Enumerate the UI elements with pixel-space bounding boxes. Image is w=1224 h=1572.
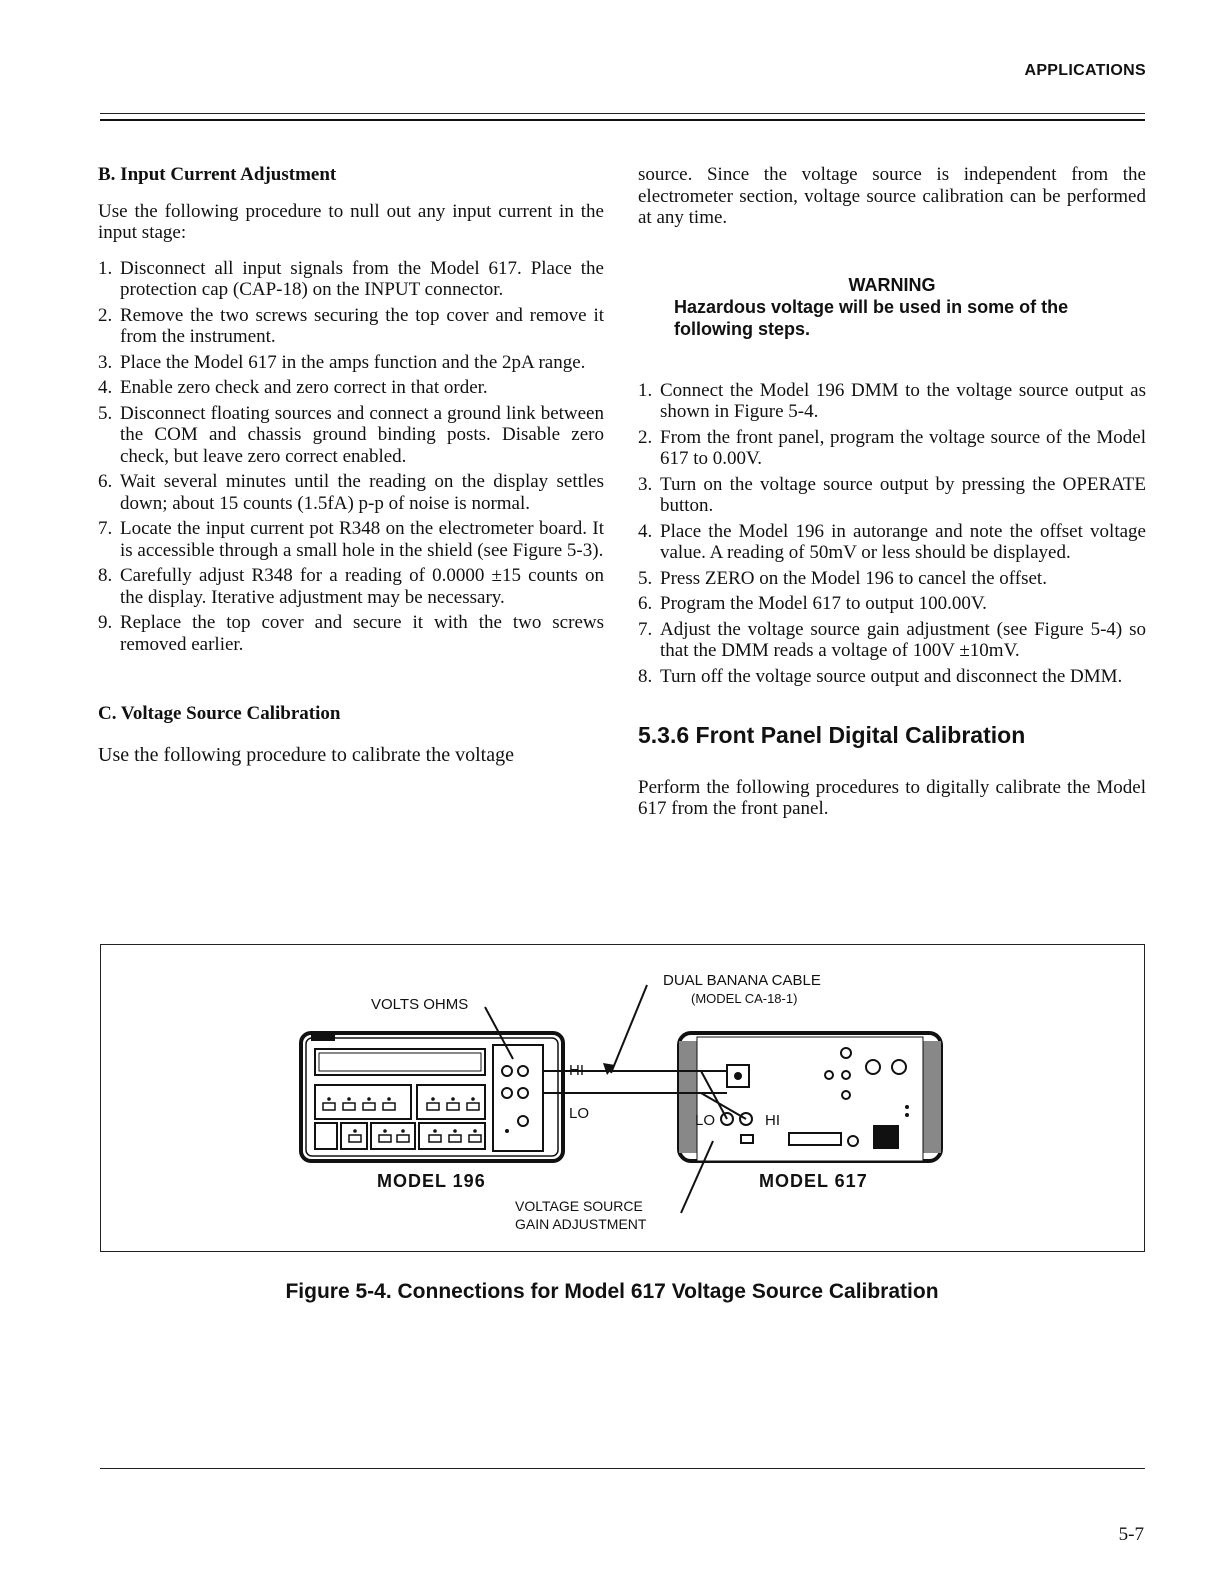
- model-617-side-strip: [923, 1041, 941, 1153]
- step-number: 5.: [638, 567, 653, 589]
- step-number: 4.: [98, 377, 113, 398]
- warning-block: [638, 274, 1146, 340]
- panel-key-led: [473, 1129, 477, 1133]
- step-text: Press ZERO on the Model 196 to cancel the offset.: [660, 567, 1047, 589]
- step-text: Wait several minutes until the reading on the display settles down; about 15 counts (1.5fA) p-p of noise is normal.: [120, 471, 604, 514]
- label-hi-617: HI: [765, 1112, 780, 1129]
- label-volts-ohms: VOLTS OHMS: [371, 996, 469, 1013]
- leader-cable: [611, 985, 647, 1073]
- step-text: From the front panel, program the voltage source of the Model 617 to 0.00V.: [660, 426, 1146, 469]
- step-number: 5.: [98, 402, 113, 424]
- header-rule-top: [100, 113, 1145, 114]
- right-column: [638, 164, 1146, 820]
- connection-diagram: [101, 945, 1144, 1251]
- input-current-intro: Use the following procedure to null out any input current in the input stage:: [98, 200, 604, 243]
- panel-key-led: [401, 1129, 405, 1133]
- panel-key-led: [453, 1129, 457, 1133]
- step-item: [98, 305, 604, 348]
- figure-frame: [100, 944, 1145, 1252]
- step-number: 1.: [98, 257, 113, 279]
- input-current-steps: [98, 258, 604, 656]
- step-item: [98, 518, 604, 561]
- step-number: 7.: [638, 618, 653, 640]
- step-item: [98, 612, 604, 655]
- step-text: Place the Model 196 in autorange and note the offset voltage value. A reading of 50mV or less should be displayed.: [660, 520, 1146, 563]
- panel-key-led: [451, 1097, 455, 1101]
- step-number: 4.: [638, 520, 653, 542]
- step-text: Place the Model 617 in the amps function and the 2pA range.: [120, 351, 586, 373]
- label-lo-196: LO: [569, 1105, 590, 1122]
- step-text: Turn off the voltage source output and disconnect the DMM.: [660, 665, 1123, 687]
- panel-key-led: [433, 1129, 437, 1133]
- label-gain-line1: VOLTAGE SOURCE: [515, 1198, 643, 1214]
- model-617-power-switch: [873, 1125, 899, 1149]
- step-item: [638, 619, 1146, 662]
- step-text: Carefully adjust R348 for a reading of 0.0000 ±15 counts on the display. Iterative adjustment may be necessary.: [120, 565, 604, 608]
- running-header: APPLICATIONS: [1024, 62, 1146, 79]
- step-item: [638, 593, 1146, 615]
- digital-cal-intro: Perform the following procedures to digitally calibrate the Model 617 from the front panel.: [638, 776, 1146, 819]
- step-number: 8.: [638, 665, 653, 687]
- step-item: [98, 565, 604, 608]
- step-item: [98, 377, 604, 399]
- label-model-617: MODEL 617: [759, 1171, 868, 1191]
- panel-key-led: [353, 1129, 357, 1133]
- voltage-source-steps: [638, 380, 1146, 688]
- label-gain-line2: GAIN ADJUSTMENT: [515, 1216, 647, 1232]
- header-rule-bottom: [100, 119, 1145, 121]
- step-text: Remove the two screws securing the top cover and remove it from the instrument.: [120, 304, 604, 347]
- step-item: [98, 258, 604, 301]
- label-hi-196: HI: [569, 1062, 584, 1079]
- panel-key-led: [347, 1097, 351, 1101]
- voltage-source-continuation: source. Since the voltage source is independent from the electrometer section, voltage source calibration can be performed at any time.: [638, 164, 1146, 228]
- step-number: 2.: [98, 304, 113, 326]
- figure-caption: Figure 5-4. Connections for Model 617 Voltage Source Calibration: [285, 1280, 939, 1303]
- step-item: [98, 471, 604, 514]
- panel-key-led: [367, 1097, 371, 1101]
- panel-key-led: [431, 1097, 435, 1101]
- step-number: 6.: [638, 593, 653, 614]
- label-cable-line2: (MODEL CA-18-1): [691, 991, 798, 1006]
- step-text: Enable zero check and zero correct in that order.: [120, 377, 488, 398]
- step-text: Connect the Model 196 DMM to the voltage source output as shown in Figure 5-4.: [660, 379, 1146, 422]
- left-column: [98, 164, 604, 766]
- step-number: 3.: [98, 351, 113, 373]
- step-text: Replace the top cover and secure it with the two screws removed earlier.: [120, 612, 604, 655]
- panel-key-led: [383, 1129, 387, 1133]
- label-lo-617: LO: [695, 1112, 716, 1129]
- step-text: Program the Model 617 to output 100.00V.: [660, 593, 987, 614]
- step-item: [638, 568, 1146, 590]
- step-text: Adjust the voltage source gain adjustment (see Figure 5-4) so that the DMM reads a voltage of 100V ±10mV.: [660, 618, 1146, 661]
- step-item: [638, 521, 1146, 564]
- label-cable-line1: DUAL BANANA CABLE: [663, 972, 821, 989]
- footer-rule: [100, 1468, 1145, 1469]
- step-text: Locate the input current pot R348 on the electrometer board. It is accessible through a small hole in the shield (see Figure 5-3).: [120, 518, 604, 561]
- panel-key-led: [387, 1097, 391, 1101]
- model-617-side-strip: [679, 1041, 697, 1153]
- panel-key-led: [471, 1097, 475, 1101]
- warning-title: WARNING: [848, 274, 936, 295]
- step-number: 1.: [638, 379, 653, 401]
- voltage-source-intro: Use the following procedure to calibrate the voltage: [98, 743, 514, 766]
- input-current-heading: B. Input Current Adjustment: [98, 164, 337, 185]
- step-number: 8.: [98, 565, 113, 586]
- step-item: [638, 474, 1146, 517]
- step-item: [638, 666, 1146, 688]
- panel-key-led: [327, 1097, 331, 1101]
- label-model-196: MODEL 196: [377, 1171, 486, 1191]
- warning-text: Hazardous voltage will be used in some of the following steps.: [674, 296, 1069, 339]
- step-number: 3.: [638, 473, 653, 495]
- voltage-source-heading: C. Voltage Source Calibration: [98, 703, 341, 724]
- step-number: 7.: [98, 518, 113, 539]
- step-item: [98, 352, 604, 374]
- digital-cal-heading: 5.3.6 Front Panel Digital Calibration: [638, 722, 1026, 748]
- step-item: [98, 403, 604, 468]
- step-text: Disconnect all input signals from the Model 617. Place the protection cap (CAP-18) on the INPUT connector.: [120, 257, 604, 300]
- step-text: Turn on the voltage source output by pressing the OPERATE button.: [660, 473, 1146, 516]
- step-number: 9.: [98, 612, 113, 633]
- step-item: [638, 427, 1146, 470]
- step-number: 6.: [98, 471, 113, 492]
- page-number: 5-7: [1118, 1524, 1144, 1545]
- step-number: 2.: [638, 426, 653, 448]
- step-text: Disconnect floating sources and connect a ground link between the COM and chassis ground binding posts. Disable zero check, but leave zero correct enabled.: [120, 402, 604, 467]
- step-item: [638, 380, 1146, 423]
